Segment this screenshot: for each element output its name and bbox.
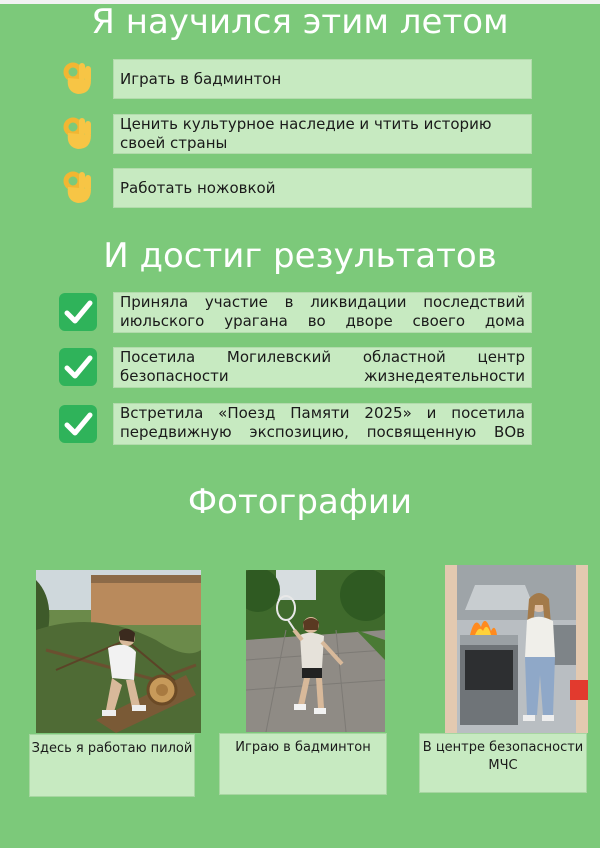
green-check-icon — [58, 292, 98, 332]
results-item-2: Посетила Могилевский областной центр безопасности жизнедеятельности — [113, 347, 532, 388]
ok-hand-icon — [58, 58, 98, 98]
ok-hand-icon — [58, 113, 98, 153]
learned-title: Я научился этим летом — [91, 2, 509, 42]
caption-sawing: Здесь я работаю пилой — [29, 734, 195, 797]
learned-item-2: Ценить культурное наследие и чтить историю своей страны — [113, 114, 532, 154]
caption-badminton: Играю в бадминтон — [219, 733, 387, 795]
ok-hand-icon — [58, 167, 98, 207]
results-title: И достиг результатов — [103, 236, 497, 276]
results-item-3: Встретила «Поезд Памяти 2025» и посетила передвижную экспозицию, посвященную ВОв — [113, 403, 532, 445]
learned-item-3: Работать ножовкой — [113, 168, 532, 208]
photo-sawing-tree — [36, 570, 201, 733]
green-check-icon — [58, 347, 98, 387]
caption-mchs: В центре безопасности МЧС — [419, 733, 587, 793]
photo-mchs-center — [445, 565, 588, 733]
photos-title: Фотографии — [187, 482, 413, 522]
green-check-icon — [58, 404, 98, 444]
learned-item-1: Играть в бадминтон — [113, 59, 532, 99]
photo-badminton — [246, 570, 385, 732]
results-item-1: Приняла участие в ликвидации последствий июльского урагана во дворе своего дома — [113, 292, 532, 333]
